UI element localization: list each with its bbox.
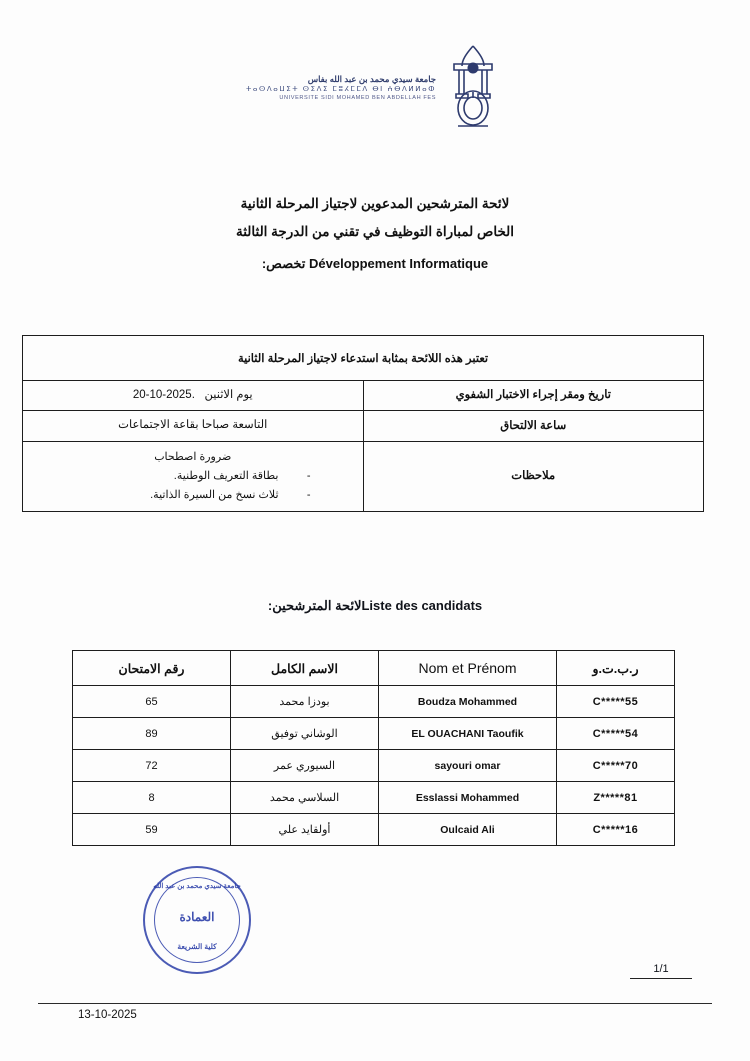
info-label-date: تاريخ ومقر إجراء الاختبار الشفوي xyxy=(363,381,704,411)
info-table-header: تعتبر هذه اللائحة بمثابة استدعاء لاجتياز المرحلة الثانية xyxy=(23,336,704,381)
list-item: - ثلاث نسخ من السيرة الذاتية. xyxy=(31,486,295,505)
candidates-table xyxy=(72,650,675,846)
table-row xyxy=(73,686,675,718)
university-seal-icon xyxy=(442,42,504,134)
exam-info-table xyxy=(22,335,704,512)
specialty-line xyxy=(0,256,750,272)
specialty-label: تخصص: xyxy=(261,256,306,271)
table-row xyxy=(23,381,704,411)
info-value-time: التاسعة صباحا بقاعة الاجتماعات xyxy=(23,411,364,441)
cell-name-fr: Oulcaid Ali xyxy=(379,814,557,846)
table-header-row xyxy=(73,651,675,686)
column-header-name-ar: الاسم الكامل xyxy=(231,651,379,686)
cell-name-ar: السلاسي محمد xyxy=(231,782,379,814)
cell-name-ar: بودزا محمد xyxy=(231,686,379,718)
cell-name-ar: الوشاني توفيق xyxy=(231,718,379,750)
notes-list xyxy=(31,448,355,506)
cell-exam-no: 65 xyxy=(73,686,231,718)
table-row xyxy=(73,750,675,782)
list-item: ضرورة اصطحاب xyxy=(154,450,232,463)
cell-cin: C*****55 xyxy=(557,686,675,718)
cell-exam-no: 8 xyxy=(73,782,231,814)
university-name-block xyxy=(246,74,436,102)
cell-cin: C*****16 xyxy=(557,814,675,846)
footer-divider xyxy=(38,1003,712,1004)
cell-name-ar: أولقايد علي xyxy=(231,814,379,846)
official-stamp xyxy=(143,866,251,974)
title-line-1: لائحة المترشحين المدعوين لاجتياز المرحلة الثانية xyxy=(240,196,510,211)
page-number: 1/1 xyxy=(630,963,692,979)
column-header-exam-no: رقم الامتحان xyxy=(73,651,231,686)
cell-exam-no: 89 xyxy=(73,718,231,750)
university-name-french: UNIVERSITE SIDI MOHAMED BEN ABDELLAH FES xyxy=(279,94,437,101)
stamp-inner-ring xyxy=(154,877,240,963)
column-header-cin: ر.ب.ت.و xyxy=(557,651,675,686)
candidates-heading-french: Liste des candidats xyxy=(361,598,483,613)
cell-name-fr: Boudza Mohammed xyxy=(379,686,557,718)
cell-exam-no: 59 xyxy=(73,814,231,846)
list-item: - بطاقة التعريف الوطنية. xyxy=(31,467,295,486)
table-row xyxy=(23,411,704,441)
column-header-name-fr: Nom et Prénom xyxy=(379,651,557,686)
cell-cin: C*****70 xyxy=(557,750,675,782)
info-value-date-prefix: يوم الاثنين xyxy=(204,389,253,401)
candidates-heading xyxy=(0,598,750,614)
info-value-date-number: 20-10-2025. xyxy=(132,389,195,401)
title-line-2: الخاص لمباراة التوظيف في تقني من الدرجة الثالثة xyxy=(235,224,515,239)
info-label-notes: ملاحظات xyxy=(363,441,704,512)
cell-cin: Z*****81 xyxy=(557,782,675,814)
candidates-heading-arabic: لائحة المترشحين: xyxy=(267,598,362,613)
cell-name-fr: sayouri omar xyxy=(379,750,557,782)
cell-cin: C*****54 xyxy=(557,718,675,750)
cell-name-ar: السيوري عمر xyxy=(231,750,379,782)
table-row xyxy=(23,441,704,512)
document-titles xyxy=(0,196,750,284)
stamp-top-text: جامعة سيدي محمد بن عبد الله xyxy=(153,883,241,890)
stamp-bottom-text: كلية الشريعة xyxy=(177,942,217,951)
table-row xyxy=(73,718,675,750)
cell-name-fr: EL OUACHANI Taoufik xyxy=(379,718,557,750)
stamp-outer-ring xyxy=(143,866,251,974)
info-label-time: ساعة الالتحاق xyxy=(363,411,704,441)
university-name-arabic: جامعة سيدي محمد بن عبد الله بفاس xyxy=(307,73,437,84)
cell-exam-no: 72 xyxy=(73,750,231,782)
stamp-middle-text: العمادة xyxy=(179,910,215,924)
table-row xyxy=(73,814,675,846)
table-row xyxy=(73,782,675,814)
table-row xyxy=(23,336,704,381)
cell-name-fr: Esslassi Mohammed xyxy=(379,782,557,814)
university-name-tifinagh: ⵜⴰⵙⴷⴰⵡⵉⵜ ⵙⵉⴷⵉ ⵎⵓⵃⵎⵎⴷ ⴱⵏ ⵄⴱⴷⵍⵍⴰⵀ xyxy=(245,86,437,94)
specialty-value: Développement Informatique xyxy=(309,256,489,271)
info-value-notes xyxy=(23,441,364,512)
letterhead xyxy=(0,42,750,134)
info-value-date xyxy=(23,381,364,411)
footer-date: 13-10-2025 xyxy=(78,1009,137,1021)
